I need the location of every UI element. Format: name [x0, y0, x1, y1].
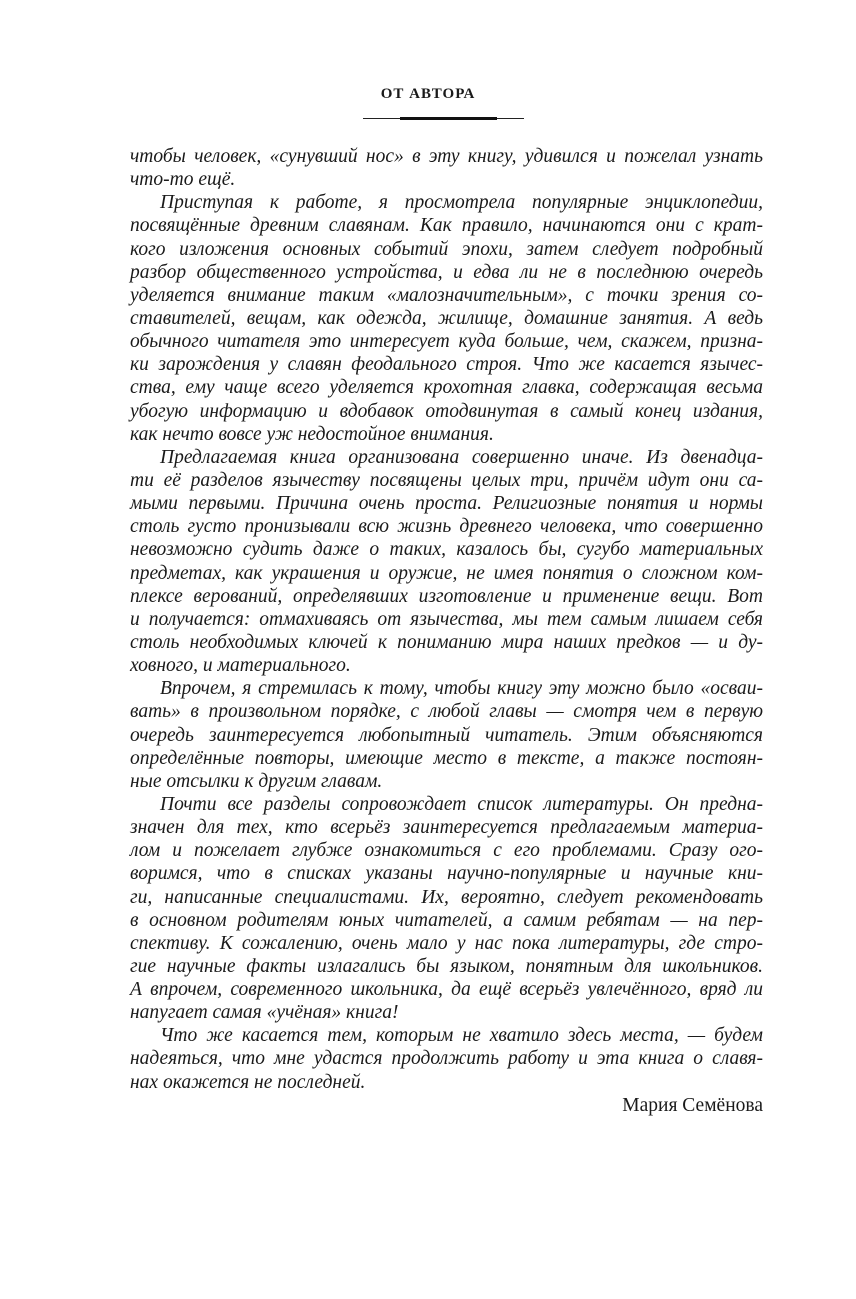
text-line: воримся, что в списках указаны научно-популярные и научные кни-: [130, 863, 763, 885]
text-line: ки зарождения у славян феодального строя. Что же касается язычес-: [130, 354, 763, 376]
text-line: чтобы человек, «сунувший нос» в эту книгу, удивился и пожелал узнать: [130, 146, 763, 167]
text-line: значен для тех, кто всерьёз заинтересуется предлагаемым материа-: [130, 817, 763, 839]
text-line: вать» в произвольном порядке, с любой главы — смотря чем в первую: [130, 701, 763, 723]
text-line: в основном родителям юных читателей, а самим ребятам — на пер-: [130, 909, 763, 931]
text-line: разбор общественного устройства, и едва ли не в последнюю очередь: [130, 261, 763, 283]
text-line: убогую информацию и вдобавок отодвинутая в самый конец издания,: [130, 400, 763, 422]
body-text: [130, 145, 763, 1117]
text-line: очередь заинтересуется любопытный читатель. Этим объясняются: [130, 724, 763, 746]
text-line: Предлагаемая книга организована совершенно иначе. Из двенадца-: [160, 446, 763, 468]
paragraph: [130, 446, 763, 677]
text-line: столь необходимых ключей к пониманию мира наших предков — и ду-: [130, 631, 763, 653]
text-line: ти её разделов язычеству посвящены целых три, причём идут они са-: [130, 469, 763, 491]
text-line: невозможно судить даже о таких, казалось бы, сугубо материальных: [130, 539, 763, 561]
heading-divider-accent: [400, 117, 497, 120]
text-line: уделяется внимание таким «малозначительным», с точки зрения со-: [130, 284, 763, 306]
text-line: кого изложения основных событий эпохи, затем следует подробный: [130, 238, 763, 260]
paragraph: [130, 677, 763, 793]
text-line: ховного, и материального.: [130, 655, 351, 677]
text-line: лом и пожелает глубже ознакомиться с его проблемами. Сразу ого-: [130, 840, 763, 862]
text-line: Приступая к работе, я просмотрела популярные энциклопедии,: [160, 192, 763, 214]
author-signature: Мария Семёнова: [622, 1094, 763, 1116]
text-line: гие научные факты излагались бы языком, понятным для школьников.: [130, 955, 763, 977]
text-line: Что же касается тем, которым не хватило здесь места, — будем: [160, 1025, 763, 1047]
text-line: А впрочем, современного школьника, да ещё всерьёз увлечённого, вряд ли: [130, 979, 763, 1001]
section-heading: ОТ АВТОРА: [380, 86, 476, 102]
text-line: посвящённые древним славянам. Как правило, начинаются они с крат-: [130, 215, 763, 237]
text-line: напугает самая «учёная» книга!: [130, 1002, 399, 1024]
paragraph: [130, 145, 763, 191]
text-line: предметах, как украшения и оружие, не имея понятия о сложном ком-: [130, 562, 763, 584]
text-line: обычного читателя это интересует куда больше, чем, скажем, призна-: [130, 331, 763, 353]
text-line: определённые повторы, имеющие место в тексте, а также постоян-: [130, 747, 763, 769]
paragraph: [130, 1024, 763, 1093]
text-line: мыми первыми. Причина очень проста. Религиозные понятия и нормы: [130, 493, 763, 515]
text-line: ставителей, вещам, как одежда, жилище, домашние занятия. А ведь: [130, 307, 763, 329]
paragraph: [130, 793, 763, 1024]
text-line: надеяться, что мне удастся продолжить работу и эта книга о славя-: [130, 1048, 763, 1070]
text-line: ги, написанные специалистами. Их, вероятно, следует рекомендовать: [130, 886, 763, 908]
text-line: ства, ему чаще всего уделяется крохотная главка, содержащая весьма: [130, 377, 763, 399]
text-line: и получается: отмахиваясь от язычества, мы тем самым лишаем себя: [130, 608, 763, 630]
text-line: как нечто вовсе уж недостойное внимания.: [130, 423, 494, 445]
text-line: плексе верований, определявших изготовление и применение вещи. Вот: [130, 585, 763, 607]
text-line: что-то ещё.: [130, 169, 236, 191]
text-line: нах окажется не последней.: [130, 1071, 366, 1093]
text-line: Впрочем, я стремилась к тому, чтобы книгу эту можно было «осваи-: [160, 678, 763, 700]
text-line: Почти все разделы сопровождает список литературы. Он предна-: [160, 793, 763, 815]
text-line: спективу. К сожалению, очень мало у нас пока литературы, где стро-: [130, 932, 763, 954]
paragraph: [130, 191, 763, 446]
text-line: ные отсылки к другим главам.: [130, 770, 383, 792]
text-line: столь густо пронизывали всю жизнь древнего человека, что совершенно: [130, 516, 763, 538]
